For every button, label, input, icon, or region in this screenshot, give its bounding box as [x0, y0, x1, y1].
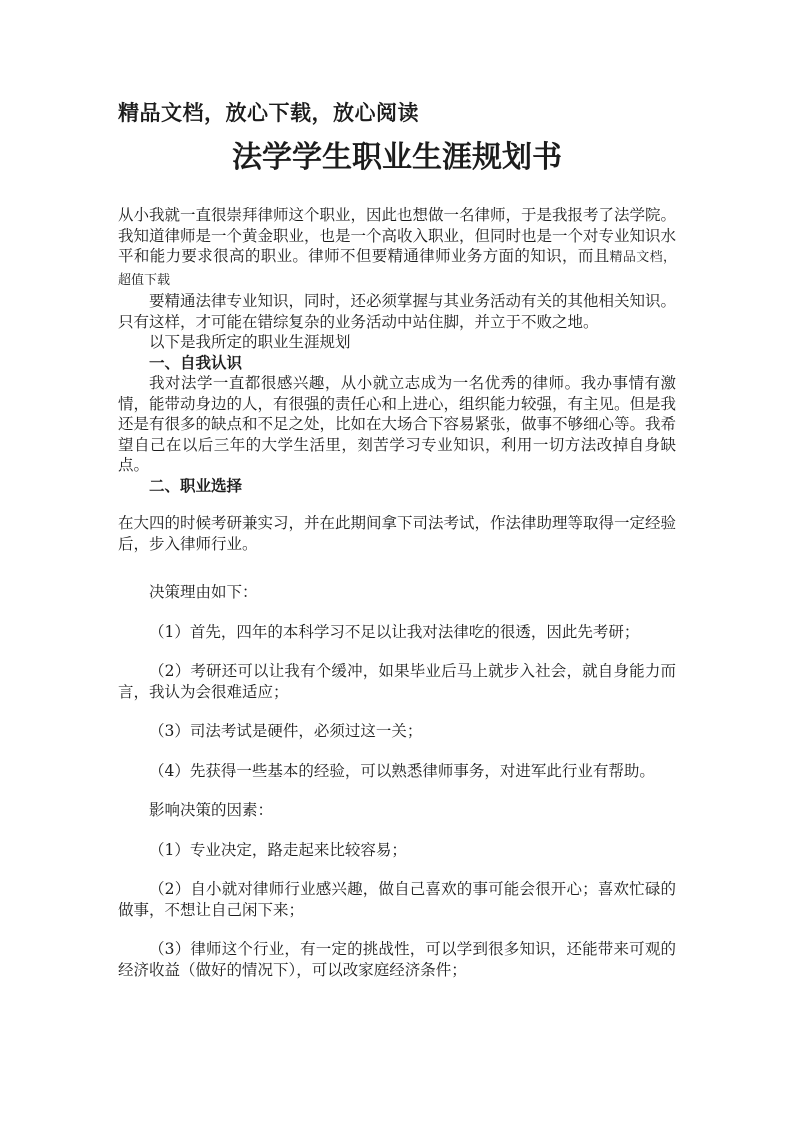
document-title: 法学学生职业生涯规划书	[232, 140, 562, 175]
decision-reasons-intro: 决策理由如下：	[149, 583, 258, 601]
header-notice: 精品文档，放心下载，放心阅读	[118, 100, 419, 125]
decision-factors-intro: 影响决策的因素：	[149, 801, 274, 819]
document-body	[118, 205, 676, 980]
decision-factor-item: （3）律师这个行业，有一定的挑战性，可以学到很多知识，还能带来可观的经济收益（做好的情况下），可以改家庭经济条件；	[118, 940, 676, 979]
section-heading-career-choice: 二、职业选择	[149, 475, 243, 495]
decision-factor-item: （2）自小就对律师行业感兴趣，做自己喜欢的事可能会很开心；喜欢忙碌的做事，不想让自己闲下来；	[118, 880, 676, 919]
decision-reason-item: （3）司法考试是硬件，必须过这一关；	[149, 722, 423, 740]
intro-paragraph	[118, 205, 676, 291]
paragraph-career-choice: 在大四的时候考研兼实习，并在此期间拿下司法考试，作法律助理等取得一定经验后，步入律师行业。	[118, 514, 677, 553]
watermark-text: 精品文档，超值下载	[118, 250, 676, 288]
section-heading-self-awareness: 一、自我认识	[149, 352, 243, 372]
decision-reason-item: （2）考研还可以让我有个缓冲，如果毕业后马上就步入社会，就自身能力而言，我认为会很难适应；	[118, 662, 676, 701]
paragraph-plan-intro: 以下是我所定的职业生涯规划	[149, 333, 351, 351]
document-content	[118, 0, 676, 980]
paragraph-self-awareness: 我对法学一直都很感兴趣，从小就立志成为一名优秀的律师。我办事情有激情，能带动身边的人，有很强的责任心和上进心，组织能力较强，有主见。但是我还是有很多的缺点和不足之处，比如在大场合下容易紧张，做事不够细心等。我希望自己在以后三年的大学生活里，刻苦学习专业知识，利用一切方法改掉自身缺点。	[118, 374, 677, 474]
decision-factor-item: （1）专业决定，路走起来比较容易；	[149, 840, 407, 859]
decision-reason-item: （4）先获得一些基本的经验，可以熟悉律师事务，对进军此行业有帮助。	[149, 761, 655, 780]
intro-paragraph-text: 从小我就一直很崇拜律师这个职业，因此也想做一名律师，于是我报考了法学院。我知道律师是一个黄金职业，也是一个高收入职业，但同时也是一个对专业知识水平和能力要求很高的职业。律师不但要精通律师业务方面的知识，而且	[118, 206, 677, 265]
decision-reason-item: （1）首先，四年的本科学习不足以让我对法律吃的很透，因此先考研；	[149, 622, 640, 641]
paragraph-law-knowledge: 要精通法律专业知识，同时，还必须掌握与其业务活动有关的其他相关知识。只有这样，才可能在错综复杂的业务活动中站住脚，并立于不败之地。	[118, 292, 677, 331]
